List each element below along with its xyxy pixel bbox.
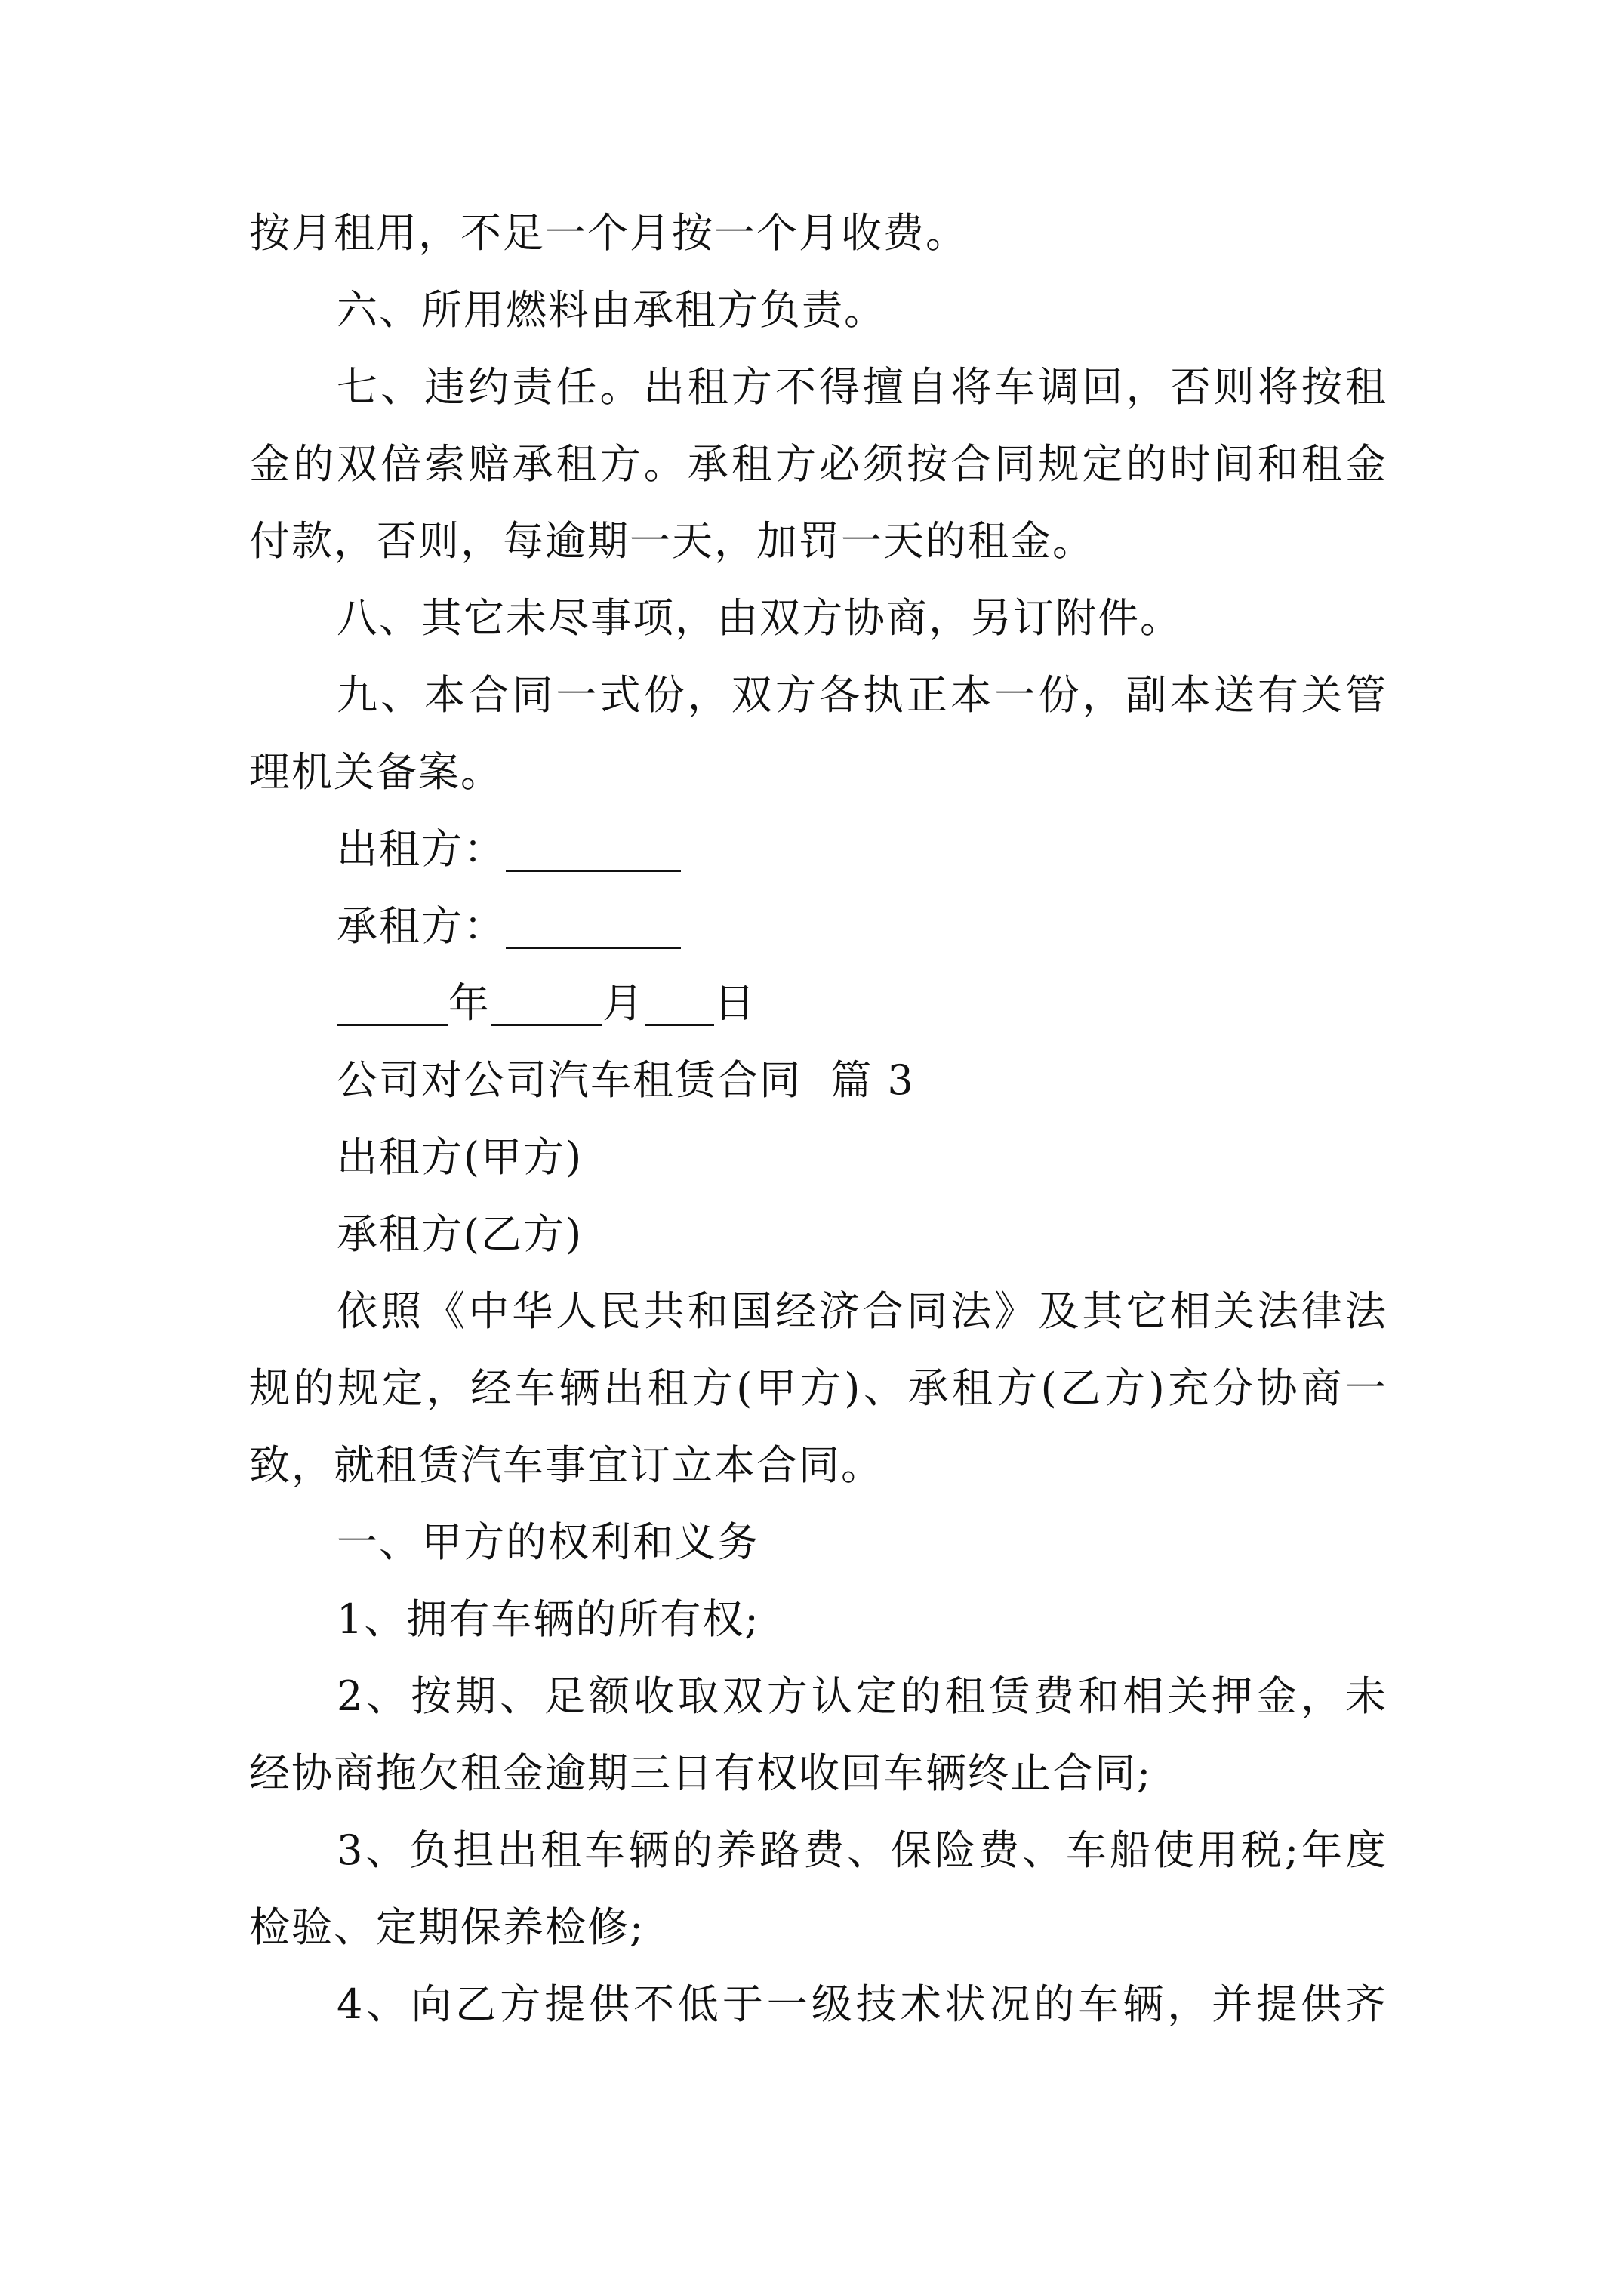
lessee-label: 承租方： bbox=[337, 902, 506, 950]
item-3-line-1: 3、负担出租车辆的养路费、保险费、车船使用税;年度 bbox=[337, 1826, 1387, 1874]
intro-line-3: 致，就租赁汽车事宜订立本合同。 bbox=[249, 1441, 883, 1489]
item-4-line-1: 4、向乙方提供不低于一级技术状况的车辆，并提供齐 bbox=[337, 1980, 1387, 2028]
party-b: 承租方(乙方) bbox=[337, 1210, 584, 1258]
party-a: 出租方(甲方) bbox=[337, 1133, 584, 1181]
lessee-blank[interactable] bbox=[506, 905, 681, 949]
clause-nine-line-1: 九、本合同一式份，双方各执正本一份，副本送有关管 bbox=[337, 671, 1387, 719]
clause-seven-line-1: 七、违约责任。出租方不得擅自将车调回，否则将按租 bbox=[337, 363, 1387, 411]
clause-nine-line-2: 理机关备案。 bbox=[249, 748, 503, 796]
clause-six: 六、所用燃料由承租方负责。 bbox=[337, 286, 886, 334]
section-title: 公司对公司汽车租赁合同 篇 3 bbox=[337, 1056, 915, 1104]
item-1: 1、拥有车辆的所有权; bbox=[337, 1595, 760, 1643]
lessor-label: 出租方： bbox=[337, 825, 506, 873]
day-label: 日 bbox=[714, 979, 756, 1027]
item-2-line-2: 经协商拖欠租金逾期三日有权收回车辆终止合同; bbox=[249, 1749, 1153, 1797]
date-line bbox=[249, 965, 1387, 1042]
clause-eight: 八、其它未尽事项，由双方协商，另订附件。 bbox=[337, 594, 1182, 642]
year-label: 年 bbox=[448, 979, 491, 1027]
document-body bbox=[249, 195, 1387, 2043]
clause-seven-line-2: 金的双倍索赔承租方。承租方必须按合同规定的时间和租金 bbox=[249, 440, 1387, 488]
item-2-line-1: 2、按期、足额收取双方认定的租赁费和相关押金，未 bbox=[337, 1672, 1387, 1720]
intro-line-1: 依照《中华人民共和国经济合同法》及其它相关法律法 bbox=[337, 1287, 1387, 1335]
month-label: 月 bbox=[602, 979, 645, 1027]
lessor-blank[interactable] bbox=[506, 827, 681, 872]
day-blank[interactable] bbox=[645, 982, 714, 1026]
paragraph-line: 按月租用，不足一个月按一个月收费。 bbox=[249, 209, 968, 257]
lessee-signature bbox=[249, 888, 1387, 965]
intro-line-2: 规的规定，经车辆出租方(甲方)、承租方(乙方)充分协商一 bbox=[249, 1364, 1387, 1412]
clause-seven-line-3: 付款，否则，每逾期一天，加罚一天的租金。 bbox=[249, 517, 1095, 565]
item-3-line-2: 检验、定期保养检修; bbox=[249, 1903, 645, 1951]
month-blank[interactable] bbox=[491, 982, 602, 1026]
year-blank[interactable] bbox=[337, 982, 448, 1026]
heading-rights-obligations: 一、甲方的权利和义务 bbox=[337, 1518, 759, 1566]
lessor-signature bbox=[249, 811, 1387, 888]
